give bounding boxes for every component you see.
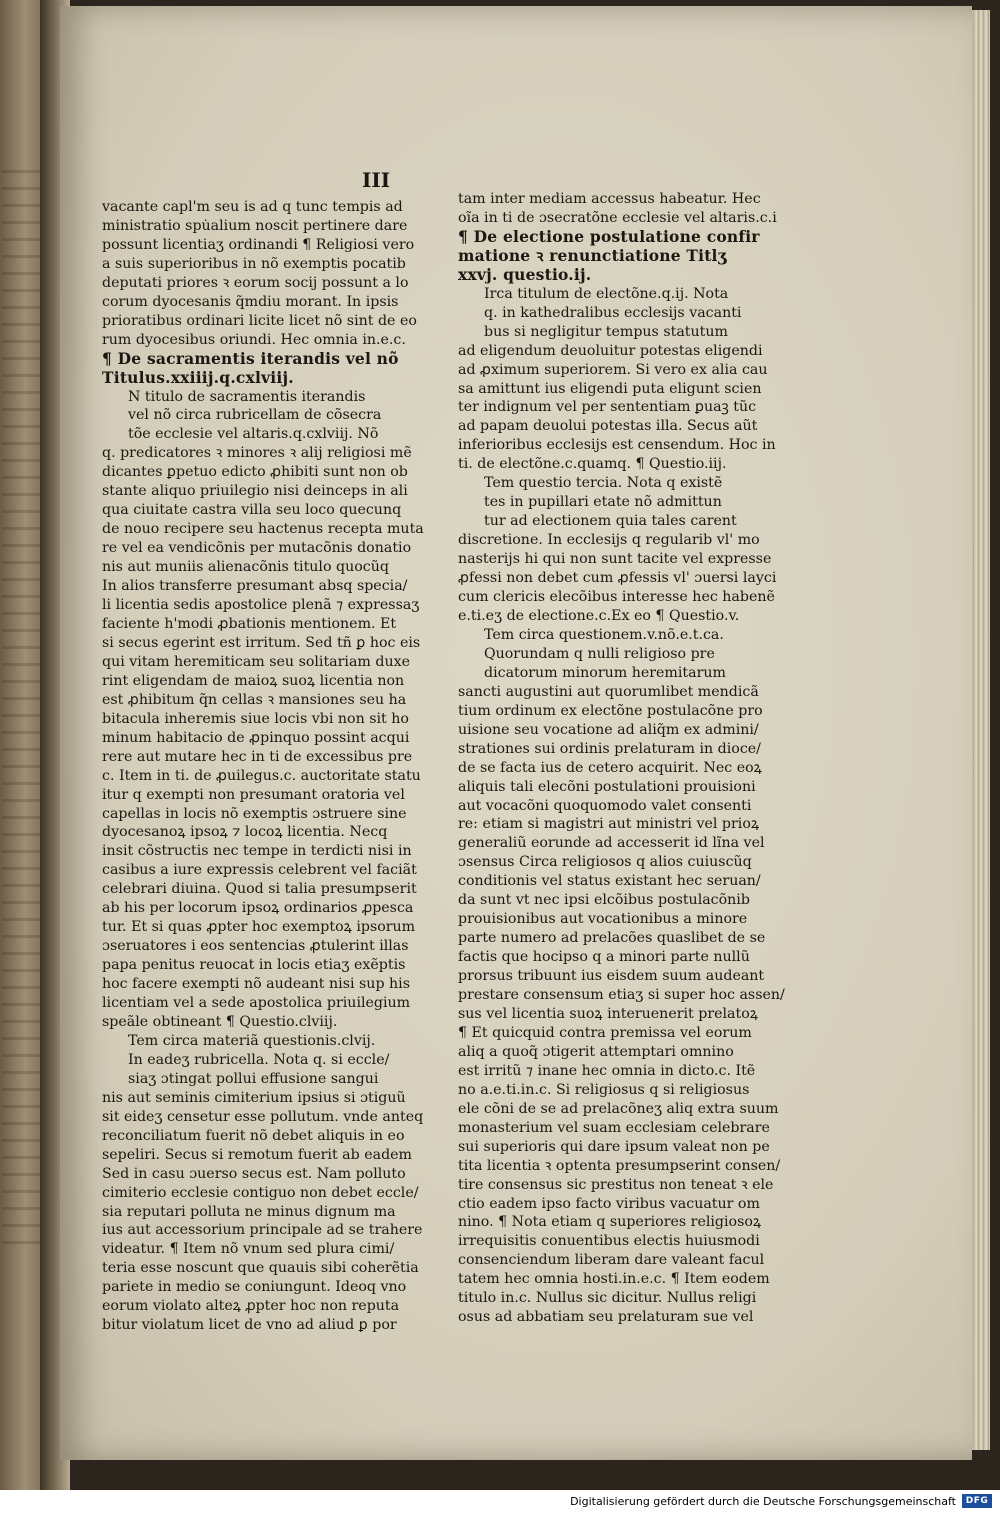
text-line: stante aliquo priuilegio nisi deinceps in ali bbox=[102, 483, 408, 500]
text-line: rum dyocesibus oriundi. Hec omnia in.e.c. bbox=[102, 331, 406, 348]
left-page-text-fragment bbox=[2, 170, 42, 1250]
text-line: est irritũ ⁊ inane hec omnia in dicto.c. Itẽ bbox=[458, 1062, 756, 1079]
text-line: tur. Et si quas ꝓpter hoc exemptoꝝ ipsorum bbox=[102, 919, 416, 936]
text-line: de nouo recipere seu hactenus recepta muta bbox=[102, 521, 424, 538]
text-line: tita licentia ꝛ optenta presumpserint consen/ bbox=[458, 1157, 781, 1174]
section-heading: ¶ De electione postulatione confir bbox=[458, 226, 760, 246]
text-line: dicatorum minorum heremitarum bbox=[484, 664, 726, 681]
text-column-right bbox=[458, 190, 785, 1327]
text-line: re vel ea vendicõnis per mutacõnis donatio bbox=[102, 540, 412, 557]
text-line: aliq a quoq̃ ɔtigerit attemptari omnino bbox=[458, 1043, 734, 1060]
text-line: ele cõni de se ad prelacõneʒ aliq extra suum bbox=[458, 1100, 779, 1117]
text-line: li licentia sedis apostolice plenã ⁊ expressaʒ bbox=[102, 597, 420, 614]
text-line: ti. de electõne.c.quamq. ¶ Questio.iij. bbox=[458, 456, 727, 473]
text-line: teria esse noscunt que quauis sibi coherẽtia bbox=[102, 1260, 419, 1277]
text-line: nasterijs hi qui non sunt tacite vel expresse bbox=[458, 551, 772, 568]
text-line: a suis superioribus in nõ exemptis pocatib bbox=[102, 255, 406, 272]
text-line: In alios transferre presumant absq specia/ bbox=[102, 578, 408, 595]
text-line: re: etiam si magistri aut ministri vel prioꝝ bbox=[458, 816, 760, 833]
text-line: est ꝓhibitum q̃n cellas ꝛ mansiones seu ha bbox=[102, 691, 407, 708]
text-line: possunt licentiaʒ ordinandi ¶ Religiosi vero bbox=[102, 236, 415, 253]
text-line: prorsus tribuunt ius eisdem suum audeant bbox=[458, 968, 765, 985]
text-line: ministratio spu̇alium noscit pertinere dare bbox=[102, 217, 408, 234]
text-line: consenciendum liberam dare valeant facul bbox=[458, 1252, 765, 1269]
text-line: sus vel licentia suoꝝ interuenerit prelatoꝝ bbox=[458, 1005, 758, 1022]
text-line: minum habitacio de ꝓpinquo possint acqui bbox=[102, 729, 410, 746]
text-line: pariete in medio se coniungunt. Ideoq vno bbox=[102, 1279, 407, 1296]
text-line: cimiterio ecclesie contiguo non debet eccle/ bbox=[102, 1184, 419, 1201]
text-line: sepeliri. Secus si remotum fuerit ab eadem bbox=[102, 1146, 413, 1163]
text-line: capellas in locis nõ exemptis ɔstruere sine bbox=[102, 805, 407, 822]
text-line: irrequisitis conuentibus electis huiusmodi bbox=[458, 1233, 760, 1250]
text-line: uisione seu vocatione ad aliq̃m ex admini/ bbox=[458, 721, 759, 738]
text-line: qua ciuitate castra villa seu loco quecunq bbox=[102, 502, 402, 519]
text-line: Sed in casu ɔuerso secus est. Nam polluto bbox=[102, 1165, 406, 1182]
text-line: hoc facere exempti nõ audeant nisi sup his bbox=[102, 976, 410, 993]
text-line: de se facta ius de cetero acquirit. Nec eoꝝ bbox=[458, 759, 762, 776]
text-line: sia reputari polluta ne minus dignum ma bbox=[102, 1203, 396, 1220]
text-line: q. predicatores ꝛ minores ꝛ alij religiosi mẽ bbox=[102, 445, 412, 462]
text-line: ius aut accessorium principale ad se trahere bbox=[102, 1222, 423, 1239]
text-line: rint eligendam de maioꝝ suoꝝ licentia non bbox=[102, 672, 405, 689]
text-line: ab his per locorum ipsoꝝ ordinarios ꝓpesca bbox=[102, 900, 414, 917]
text-line: eorum violato alteꝝ ꝓpter hoc non reputa bbox=[102, 1298, 400, 1315]
text-line: discretione. In ecclesijs q regularib vl' mo bbox=[458, 532, 760, 549]
text-line: itur q exempti non presumant oratoria vel bbox=[102, 786, 405, 803]
text-line: tes in pupillari etate nõ admittun bbox=[484, 494, 722, 511]
text-line: nino. ¶ Nota etiam q superiores religiosoꝝ bbox=[458, 1214, 762, 1231]
dfg-logo: DFG bbox=[962, 1494, 992, 1508]
text-line: ter indignum vel per sententiam ꝑuaꝫ tũc bbox=[458, 399, 757, 416]
text-line: titulo in.c. Nullus sic dicitur. Nullus religi bbox=[458, 1290, 757, 1307]
text-line: In eadeʒ rubricella. Nota q. si eccle/ bbox=[128, 1051, 390, 1068]
text-line: ad eligendum deuoluitur potestas eligendi bbox=[458, 342, 763, 359]
text-line: nis aut seminis cimiterium ipsius si ɔtiguũ bbox=[102, 1089, 406, 1106]
text-line: corum dyocesanis q̃mdiu morant. In ipsis bbox=[102, 293, 399, 310]
text-line: ɔseruatores i eos sentencias ꝓtulerint illas bbox=[102, 938, 409, 955]
text-line: dicantes ꝑpetuo edicto ꝓhibiti sunt non ob bbox=[102, 464, 408, 481]
text-line: videatur. ¶ Item nõ vnum sed plura cimi/ bbox=[102, 1241, 395, 1258]
text-line: Tem circa questionem.v.nõ.e.t.ca. bbox=[484, 626, 724, 643]
text-line: conditionis vel status existant hec seruan/ bbox=[458, 873, 761, 890]
text-line: inferioribus ecclesijs est censendum. Hoc in bbox=[458, 437, 776, 454]
text-line: celebrari diuina. Quod si talia presumpserit bbox=[102, 881, 417, 898]
text-line: papa penitus reuocat in locis etiaʒ exẽptis bbox=[102, 957, 406, 974]
text-line: Irca titulum de electõne.q.ij. Nota bbox=[484, 285, 729, 302]
text-line: nis aut muniis alienacõnis titulo quocũq bbox=[102, 559, 389, 576]
text-line: tire consensus sic prestitus non teneat ꝛ ele bbox=[458, 1176, 774, 1193]
folio-number: III bbox=[362, 168, 391, 192]
text-line: sui superioris qui dare ipsum valeat non pe bbox=[458, 1138, 770, 1155]
text-line: parte numero ad prelacões quaslibet de se bbox=[458, 930, 766, 947]
text-line: Tem questio tercia. Nota q existẽ bbox=[484, 475, 723, 492]
text-line: da sunt vt nec ipsi elcõibus postulacõnib bbox=[458, 892, 750, 909]
text-line: bus si negligitur tempus statutum bbox=[484, 323, 728, 340]
text-line: factis que hocipso q a minori parte nullũ bbox=[458, 949, 750, 966]
text-line: Tem circa materiã questionis.clvij. bbox=[128, 1032, 376, 1049]
text-line: aliquis tali elecõni postulationi prouisioni bbox=[458, 778, 756, 795]
section-heading: matione ꝛ renunctiatione Titlʒ bbox=[458, 245, 727, 265]
text-line: oĩa in ti de ɔsecratõne ecclesie vel altaris.c.i bbox=[458, 209, 777, 226]
text-line: casibus a iure expressis celebrent vel faciãt bbox=[102, 862, 417, 879]
text-line: c. Item in ti. de ꝓuilegus.c. auctoritate statu bbox=[102, 767, 421, 784]
text-line: tõe ecclesie vel altaris.q.cxlviij. Nõ bbox=[128, 426, 379, 443]
section-heading: ¶ De sacramentis iterandis vel nõ bbox=[102, 348, 399, 368]
text-line: tur ad electionem quia tales carent bbox=[484, 513, 737, 530]
text-line: tatem hec omnia hosti.in.e.c. ¶ Item eodem bbox=[458, 1271, 770, 1288]
text-line: ad papam deuolui potestas illa. Secus aũt bbox=[458, 418, 758, 435]
text-line: sancti augustini aut quorumlibet mendicã bbox=[458, 683, 759, 700]
text-line: prestare consensum etiaʒ si super hoc assen/ bbox=[458, 987, 785, 1004]
text-line: tium ordinum ex electõne postulacõne pro bbox=[458, 702, 763, 719]
text-line: licentiam vel a sede apostolica priuilegium bbox=[102, 995, 411, 1012]
text-line: generaliũ eorunde ad accesserit id lĩna vel bbox=[458, 835, 765, 852]
text-line: insit cõstructis nec tempe in terdicti nisi in bbox=[102, 843, 412, 860]
text-line: sit eideʒ censetur esse pollutum. vnde anteq bbox=[102, 1108, 424, 1125]
text-line: ad ꝓximum superiorem. Si vero ex alia cau bbox=[458, 361, 768, 378]
text-line: sa amittunt ius eligendi puta eligunt scien bbox=[458, 380, 762, 397]
text-column-left bbox=[102, 198, 424, 1335]
text-line: ꝓfessi non debet cum ꝓfessis vl' ɔuersi layci bbox=[458, 570, 777, 587]
text-line: vacante capl'm seu is ad q tunc tempis ad bbox=[102, 199, 403, 215]
text-line: aut vocacõni quoquomodo valet consenti bbox=[458, 797, 752, 814]
text-line: reconciliatum fuerit nõ debet aliquis in eo bbox=[102, 1127, 405, 1144]
text-line: cum clericis elecõibus interesse hec habenẽ bbox=[458, 589, 775, 606]
text-line: speãle obtineant ¶ Questio.clviij. bbox=[102, 1013, 338, 1030]
text-line: deputati priores ꝛ eorum socij possunt a lo bbox=[102, 274, 409, 291]
text-line: no a.e.ti.in.c. Si religiosus q si religiosus bbox=[458, 1081, 750, 1098]
text-line: q. in kathedralibus ecclesijs vacanti bbox=[484, 304, 742, 321]
text-line: vel nõ circa rubricellam de cõsecra bbox=[128, 407, 382, 424]
footer-credit: Digitalisierung gefördert durch die Deutsche Forschungsgemeinschaft bbox=[570, 1495, 956, 1508]
section-heading: xxvj. questio.ij. bbox=[458, 264, 592, 284]
text-line: faciente h'modi ꝓbationis mentionem. Et bbox=[102, 615, 397, 632]
text-line: bitur violatum licet de vno ad aliud ꝑ por bbox=[102, 1317, 397, 1334]
text-line: e.ti.eʒ de electione.c.Ex eo ¶ Questio.v. bbox=[458, 607, 740, 624]
text-line: N titulo de sacramentis iterandis bbox=[128, 388, 366, 405]
text-line: si secus egerint est irritum. Sed tñ ꝑ hoc eis bbox=[102, 634, 421, 651]
text-line: rere aut mutare hec in ti de excessibus pre bbox=[102, 748, 413, 765]
text-line: monasterium vel suam ecclesiam celebrare bbox=[458, 1119, 770, 1136]
text-line: siaʒ ɔtingat pollui effusione sangui bbox=[128, 1070, 379, 1087]
text-line: qui vitam heremiticam seu solitariam duxe bbox=[102, 653, 410, 670]
text-line: osus ad abbatiam seu prelaturam sue vel bbox=[458, 1309, 754, 1326]
text-line: ɔsensus Circa religiosos q alios cuiuscũq bbox=[458, 854, 752, 871]
text-line: ctio eadem ipso facto viribus vacuatur om bbox=[458, 1195, 760, 1212]
text-line: ¶ Et quicquid contra premissa vel eorum bbox=[458, 1024, 752, 1041]
text-line: dyocesanoꝝ ipsoꝝ ⁊ locoꝝ licentia. Necq bbox=[102, 824, 388, 841]
section-heading: Titulus.xxiiij.q.cxlviij. bbox=[102, 367, 294, 387]
text-line: prioratibus ordinari licite licet nõ sint de eo bbox=[102, 312, 417, 329]
text-line: bitacula inheremis siue locis vbi non sit ho bbox=[102, 710, 409, 727]
text-line: prouisionibus aut vocationibus a minore bbox=[458, 911, 748, 928]
text-line: tam inter mediam accessus habeatur. Hec bbox=[458, 191, 761, 207]
text-line: Quorundam q nulli religioso pre bbox=[484, 645, 715, 662]
text-line: strationes sui ordinis prelaturam in dioce/ bbox=[458, 740, 761, 757]
